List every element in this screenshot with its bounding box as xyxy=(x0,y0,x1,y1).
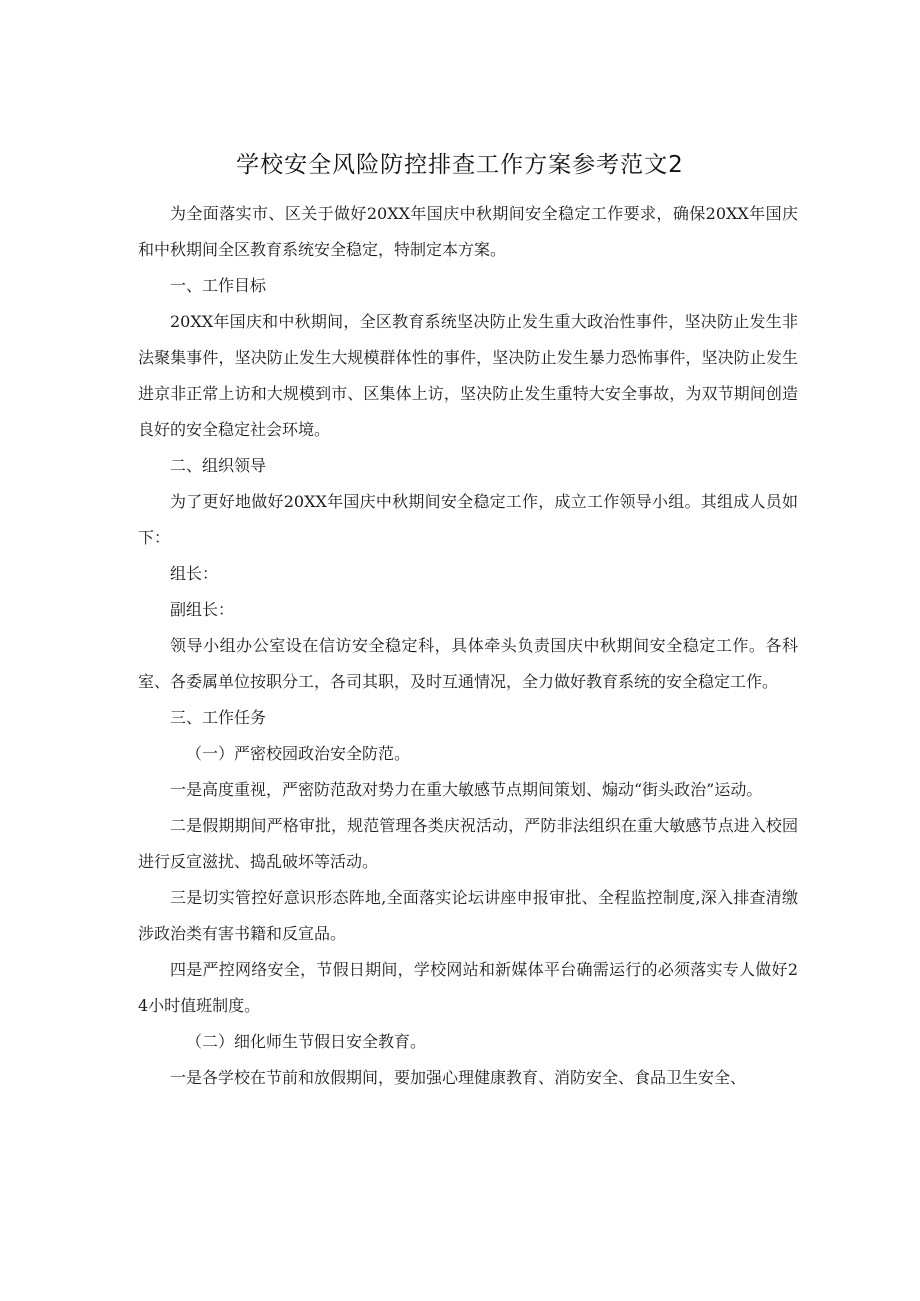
document-body xyxy=(138,196,798,1096)
subsection-heading-political: （一）严密校园政治安全防范。 xyxy=(186,744,411,763)
paragraph-task-3: 三是切实管控好意识形态阵地,全面落实论坛讲座申报审批、全程监控制度,深入排查清缴涉政治类有害书籍和反宣品。 xyxy=(138,888,798,943)
paragraph-education-1: 一是各学校在节前和放假期间，要加强心理健康教育、消防安全、食品卫生安全、 xyxy=(170,1068,747,1087)
paragraph-deputy-leader: 副组长： xyxy=(170,600,235,619)
paragraph-office: 领导小组办公室设在信访安全稳定科，具体牵头负责国庆中秋期间安全稳定工作。各科室、各委属单位按职分工，各司其职，及时互通情况，全力做好教育系统的安全稳定工作。 xyxy=(138,636,798,691)
document-title: 学校安全风险防控排查工作方案参考范文2 xyxy=(236,152,684,178)
paragraph-goals: 20XX年国庆和中秋期间，全区教育系统坚决防止发生重大政治性事件，坚决防止发生非法聚集事件，坚决防止发生大规模群体性的事件，坚决防止发生暴力恐怖事件，坚决防止发生进京非正常上访和大规模到市、区集体上访，坚决防止发生重特大安全事故，为双节期间创造良好的安全稳定社会环境。 xyxy=(138,312,798,439)
paragraph-leadership: 为了更好地做好20XX年国庆中秋期间安全稳定工作，成立工作领导小组。其组成人员如下： xyxy=(138,492,798,547)
paragraph-task-4: 四是严控网络安全，节假日期间，学校网站和新媒体平台确需运行的必须落实专人做好24小时值班制度。 xyxy=(138,960,798,1015)
subsection-heading-education: （二）细化师生节假日安全教育。 xyxy=(186,1032,427,1051)
section-heading-leadership: 二、组织领导 xyxy=(170,456,267,475)
section-heading-goals: 一、工作目标 xyxy=(170,276,267,295)
section-heading-tasks: 三、工作任务 xyxy=(170,708,267,727)
paragraph-leader: 组长： xyxy=(170,564,219,583)
paragraph-task-2: 二是假期期间严格审批，规范管理各类庆祝活动，严防非法组织在重大敏感节点进入校园进行反宣滋扰、捣乱破坏等活动。 xyxy=(138,816,798,871)
paragraph-intro: 为全面落实市、区关于做好20XX年国庆中秋期间安全稳定工作要求，确保20XX年国庆和中秋期间全区教育系统安全稳定，特制定本方案。 xyxy=(138,204,798,259)
paragraph-task-1: 一是高度重视，严密防范敌对势力在重大敏感节点期间策划、煽动“街头政治”运动。 xyxy=(170,780,763,799)
